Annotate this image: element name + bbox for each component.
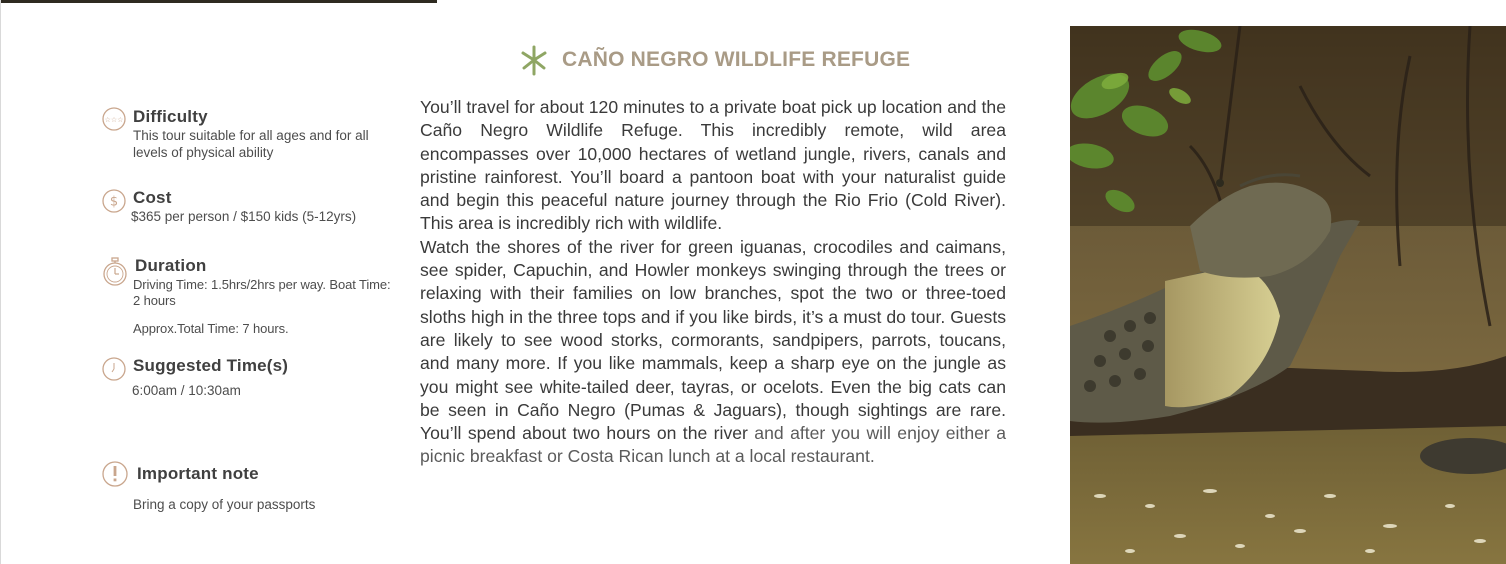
suggested-time-value: 6:00am / 10:30am — [132, 383, 241, 398]
difficulty-title: Difficulty — [133, 107, 208, 126]
duration-title: Duration — [135, 256, 207, 275]
suggested-time-title: Suggested Time(s) — [133, 356, 289, 375]
important-note-title: Important note — [137, 464, 259, 483]
top-photo-edge — [0, 0, 437, 3]
stopwatch-icon — [102, 257, 128, 287]
dollar-icon — [102, 189, 126, 213]
description-paragraph-2-main: Watch the shores of the river for green iguanas, crocodiles and caimans, see spider, Capuchin, and Howler monkeys swinging through the trees or relaxing with their families on low branches, spot the two or three-toed sloths high in the three tops and if you like birds, it’s a must do tour. Guests are likely to see wood storks, cormorants, sandpipers, parrots, toucans, and many more. If you like mammals, keep a sharp eye on the jungle as you might see white-tailed deer, tayras, or ocelots. Even the big cats can be seen in Caño Negro (Pumas & Jaguars), though sightings are rare. You’ll spend about two hours on the river — [420, 236, 1006, 444]
description-paragraph-2-tail: and after you will enjoy either a picnic breakfast or Costa Rican lunch at a local restaurant. — [420, 423, 1006, 467]
svg-text:$: $ — [109, 194, 119, 210]
duration-driving-time: Driving Time: 1.5hrs/2hrs per way. Boat Time: 2 hours — [133, 277, 391, 308]
clock-icon — [102, 357, 126, 381]
description-paragraph-2 — [420, 236, 1006, 469]
difficulty-description: This tour suitable for all ages and for all levels of physical ability — [133, 128, 369, 160]
description-paragraph-1: You’ll travel for about 120 minutes to a private boat pick up location and the Caño Negro Wildlife Refuge. This incredibly remote, wild area encompasses over 10,000 hectares of wetland jungle, rivers, canals and pristine rainforest. You’ll board a pantoon boat with your naturalist guide and begin this peaceful nature journey through the Rio Frio (Cold River). This area is incredibly rich with wildlife. — [420, 97, 1006, 234]
svg-text:☆☆☆: ☆☆☆ — [104, 116, 124, 124]
page-border — [0, 0, 1, 564]
tour-description — [420, 96, 1006, 469]
cost-description: $365 per person / $150 kids (5-12yrs) — [131, 209, 357, 224]
exclamation-icon — [102, 461, 128, 487]
page-heading — [518, 44, 910, 76]
stars-icon — [102, 107, 126, 131]
duration-total-time: Approx.Total Time: 7 hours. — [133, 321, 289, 336]
caiman-photo — [1070, 26, 1506, 564]
important-note-text: Bring a copy of your passports — [133, 497, 316, 512]
palm-sprout-icon — [518, 44, 550, 76]
cost-title: Cost — [133, 188, 172, 207]
page-title: CAÑO NEGRO WILDLIFE REFUGE — [562, 48, 911, 71]
